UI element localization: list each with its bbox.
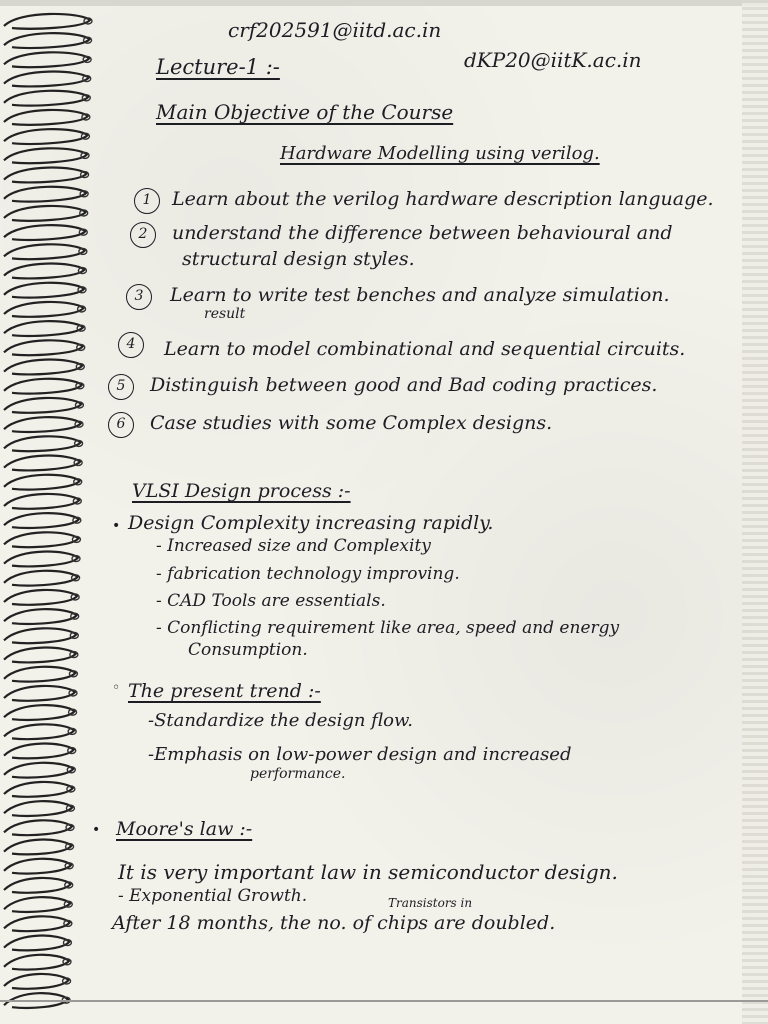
vlsi-subpoint: - Conflicting requirement like area, speed and energy	[156, 618, 620, 638]
spiral-coil	[4, 148, 87, 163]
spiral-coil	[4, 916, 70, 931]
spiral-coil	[4, 859, 71, 874]
spiral-coil	[4, 955, 69, 970]
objective-item: Learn to write test benches and analyze simulation.	[170, 284, 670, 306]
vlsi-subpoint: - Increased size and Complexity	[156, 536, 431, 556]
spiral-coil	[4, 436, 81, 451]
vlsi-point: Design Complexity increasing rapidly.	[128, 512, 494, 534]
spiral-coil	[4, 33, 90, 48]
trend-line-cont: performance.	[250, 766, 346, 782]
vlsi-subpoint-cont: Consumption.	[188, 640, 308, 660]
spiral-coil	[4, 840, 72, 855]
email-1: crf202591@iitd.ac.in	[228, 18, 442, 42]
spiral-coil	[4, 494, 79, 509]
spiral-coil	[4, 667, 75, 682]
lecture-title: Lecture-1 :-	[156, 55, 280, 79]
spiral-coil	[4, 456, 80, 471]
spiral-coil	[4, 72, 89, 87]
bullet: •	[112, 518, 121, 534]
spiral-coil	[4, 763, 73, 778]
spiral-coil	[4, 648, 76, 663]
objective-subheading: Hardware Modelling using verilog.	[280, 143, 600, 164]
spiral-coil	[4, 206, 86, 221]
item-number: 5	[108, 374, 134, 400]
objective-item: understand the difference between behavioural and	[172, 222, 673, 244]
trend-line: -Standardize the design flow.	[148, 710, 414, 731]
objective-item: Distinguish between good and Bad coding practices.	[150, 374, 658, 396]
spiral-coil	[4, 782, 73, 797]
spiral-coil	[4, 302, 84, 317]
spiral-coil	[4, 705, 75, 720]
spiral-coil	[4, 379, 82, 394]
spiral-coil	[4, 686, 75, 701]
spiral-coil	[4, 321, 83, 336]
spiral-coil	[4, 14, 90, 29]
spiral-coil	[4, 552, 78, 567]
page-right-edge	[742, 0, 768, 1024]
objective-item: Learn to model combinational and sequential circuits.	[164, 338, 686, 360]
spiral-coil	[4, 398, 81, 413]
spiral-coil	[4, 283, 84, 298]
spiral-coil	[4, 417, 81, 432]
bullet: ◦	[112, 680, 121, 696]
item-number: 2	[130, 222, 156, 248]
spiral-coil	[4, 936, 69, 951]
objective-item-cont: structural design styles.	[182, 248, 415, 270]
spiral-coil	[4, 801, 72, 816]
spiral-coil	[4, 129, 87, 144]
page-top-edge	[0, 0, 768, 6]
spiral-coil	[4, 571, 78, 586]
email-2: dKP20@iitK.ac.in	[464, 48, 642, 72]
objective-item-cont: result	[204, 306, 246, 322]
spiral-coil	[4, 820, 72, 835]
spiral-coil	[4, 264, 84, 279]
spiral-coil	[4, 52, 89, 67]
spiral-coil	[4, 110, 88, 125]
bullet: •	[92, 822, 101, 838]
spiral-coil	[4, 360, 82, 375]
item-number: 4	[118, 332, 144, 358]
spiral-coil	[4, 974, 69, 989]
moore-line: After 18 months, the no. of chips are doubled.	[112, 912, 556, 934]
spiral-coil	[4, 225, 85, 240]
item-number: 6	[108, 412, 134, 438]
moore-line: - Exponential Growth.	[118, 886, 308, 906]
spiral-coil	[4, 744, 74, 759]
spiral-binding	[0, 0, 105, 1024]
item-number: 3	[126, 284, 152, 310]
vlsi-subpoint: - fabrication technology improving.	[156, 564, 460, 584]
spiral-coil	[4, 878, 71, 893]
trend-line: -Emphasis on low-power design and increased	[148, 744, 572, 765]
objective-item: Case studies with some Complex designs.	[150, 412, 553, 434]
item-number: 1	[134, 188, 160, 214]
vlsi-subpoint: - CAD Tools are essentials.	[156, 591, 386, 611]
spiral-coil	[4, 628, 76, 643]
moore-line: It is very important law in semiconductor design.	[118, 860, 618, 884]
spiral-coil	[4, 724, 74, 739]
page-bottom-edge	[0, 1000, 768, 1002]
trend-heading: The present trend :-	[128, 680, 321, 702]
spiral-coil	[4, 91, 88, 106]
objective-item: Learn about the verilog hardware description language.	[172, 188, 714, 210]
spiral-coil	[4, 590, 77, 605]
spiral-coil	[4, 168, 87, 183]
vlsi-heading: VLSI Design process :-	[132, 480, 351, 502]
spiral-coil	[4, 475, 80, 490]
moore-heading: Moore's law :-	[116, 818, 253, 840]
spiral-coil	[4, 609, 77, 624]
spiral-coil	[4, 340, 83, 355]
objective-heading: Main Objective of the Course	[156, 100, 454, 124]
spiral-coil	[4, 513, 79, 528]
spiral-coil	[4, 897, 70, 912]
moore-annotation: Transistors in	[388, 896, 473, 910]
spiral-coil	[4, 532, 78, 547]
spiral-coil	[4, 244, 85, 259]
spiral-coil	[4, 187, 86, 202]
